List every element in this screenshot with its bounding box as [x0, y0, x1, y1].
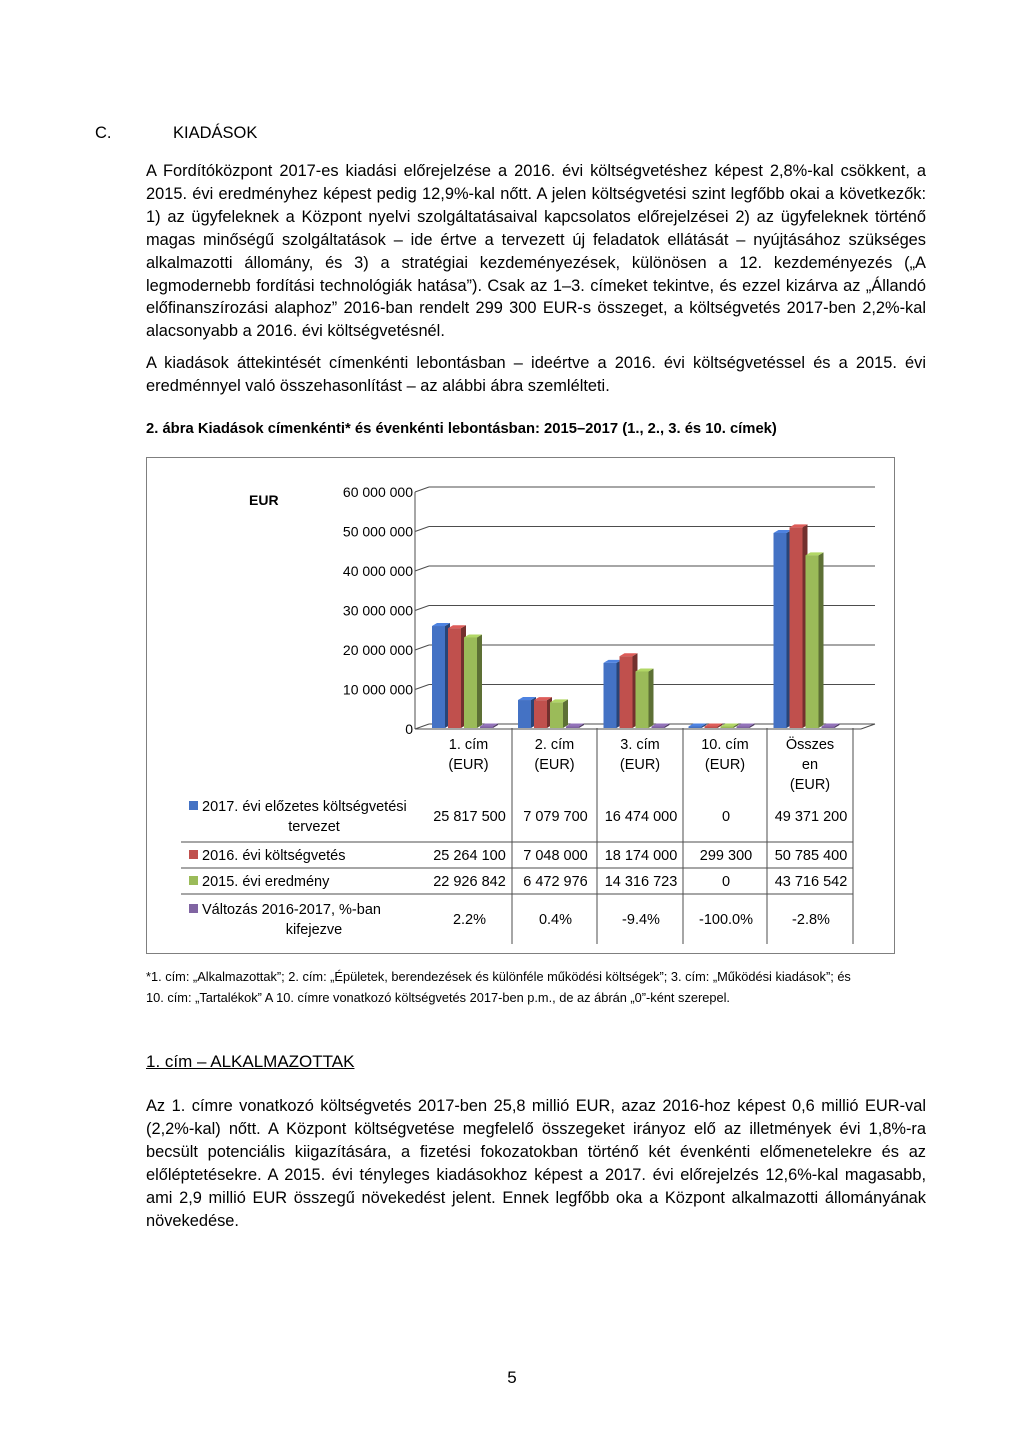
bar — [636, 671, 649, 728]
data-label: -100.0% — [698, 912, 754, 928]
category-label: 10. cím — [701, 737, 749, 753]
bar — [550, 702, 563, 728]
gridline-depth — [415, 685, 429, 690]
bar-side — [649, 668, 654, 728]
paragraph-1: A Fordítóközpont 2017-es kiadási előrejelzése a 2016. évi költségvetéshez képest 2,8%-kal csökkent, a 2015. évi eredményhez képest pedig 12,9%-kal nőtt. A jelen költségvetési szint legfőbb okai a következők: 1) az ügyfeleknek a Központ nyelvi szolgáltatásaival kapcsolatos előrejelzései 2) az ügyfeleknek történő magas minőségű szolgáltatások – ide értve a tervezett új feladatok ellátását – nyújtásához szükséges alkalmazotti állomány, és 3) a stratégiai kezdeményezések, különösen a 12. kezdeményezés („A legmodernebb fordítási technológiák hatása”). Csak az 1–3. címeket tekintve, és ezzel kizárva az „Állandó előfinanszírozási alaphoz” 2016-ban rendelt 299 300 EUR-s összeget, a költségvetés 2017-ben 2,2%-kal alacsonyabb a 2016. évi költségvetésnél. — [146, 162, 926, 341]
category-label: 1. cím — [448, 737, 489, 753]
gridline-depth — [415, 487, 429, 492]
data-label: -2.8% — [792, 912, 830, 928]
y-tick-label: 0 — [405, 721, 413, 737]
data-label: 16 474 000 — [604, 809, 678, 825]
data-label: 18 174 000 — [604, 848, 678, 864]
bar — [518, 700, 531, 728]
data-label: 14 316 723 — [604, 874, 678, 890]
subsection-text — [146, 1095, 926, 1232]
category-label: 3. cím — [620, 737, 660, 753]
page-number: 5 — [507, 1368, 517, 1387]
data-label: -9.4% — [622, 912, 660, 928]
bar — [790, 527, 803, 728]
data-label: 7 048 000 — [523, 848, 588, 864]
data-label: 2.2% — [452, 912, 487, 928]
y-tick-label: 20 000 000 — [342, 642, 413, 658]
legend-label: Változás 2016-2017, %-ban — [202, 902, 381, 918]
bar — [480, 727, 493, 729]
subsection-title: 1. cím – ALKALMAZOTTAK — [146, 1052, 355, 1071]
gridline-depth — [415, 645, 429, 650]
bar — [806, 555, 819, 728]
data-label: 7 079 700 — [523, 809, 588, 825]
section-heading — [95, 124, 257, 143]
floor-edge-right — [861, 724, 875, 729]
bar — [774, 533, 787, 728]
category-label: (EUR) — [534, 757, 575, 773]
legend-label: 2017. évi előzetes költségvetési — [202, 799, 407, 815]
category-label: (EUR) — [448, 757, 489, 773]
data-label: 0.4% — [538, 912, 573, 928]
data-label: 50 785 400 — [774, 848, 848, 864]
legend-label: 2016. évi költségvetés — [202, 848, 346, 864]
bar — [620, 656, 633, 728]
data-label: 49 371 200 — [774, 809, 848, 825]
legend-label: tervezet — [288, 819, 340, 835]
category-label: (EUR) — [619, 757, 661, 773]
category-label: Összes — [785, 737, 835, 753]
bar — [432, 626, 445, 728]
gridline-depth — [415, 527, 429, 532]
data-label: 22 926 842 — [433, 874, 506, 890]
data-label: 299 300 — [699, 848, 753, 864]
section-letter: C. — [95, 124, 112, 142]
gridline-depth — [415, 606, 429, 611]
data-label: 43 716 542 — [774, 874, 848, 890]
legend-swatch — [189, 850, 198, 859]
data-label: 0 — [721, 874, 731, 890]
y-tick-label: 60 000 000 — [342, 484, 413, 500]
bar-side — [819, 552, 824, 728]
data-label: 25 817 500 — [433, 809, 506, 825]
bar — [534, 700, 547, 728]
bar — [822, 727, 835, 729]
legend-swatch — [189, 876, 198, 885]
category-label: (EUR) — [789, 777, 831, 793]
bar — [464, 637, 477, 728]
bar — [737, 727, 750, 729]
bar — [652, 727, 665, 729]
section-title: KIADÁSOK — [173, 124, 258, 142]
bar-side — [563, 699, 568, 728]
legend-swatch — [189, 904, 198, 913]
y-tick-label: 50 000 000 — [342, 523, 413, 540]
footnote-line-2: 10. cím: „Tartalékok” A 10. címre vonatkozó költségvetés 2017-ben p.m., de az ábrán „0”-ként szerepel. — [146, 989, 730, 1005]
y-axis-label: EUR — [249, 492, 279, 508]
y-tick-label: 10 000 000 — [342, 681, 413, 698]
category-label: 2. cím — [534, 737, 575, 753]
gridline-depth — [415, 724, 429, 729]
bar-side — [477, 634, 482, 728]
category-label: en — [801, 757, 819, 773]
data-label: 6 472 976 — [523, 874, 588, 890]
paragraph-2: A kiadások áttekintését címenkénti lebontásban – ideértve a 2016. évi költségvetéssel és a 2015. évi eredménnyel való összehasonlítást – az alábbi ábra szemlélteti. — [146, 354, 926, 396]
bar — [604, 663, 617, 728]
figure-caption: 2. ábra Kiadások címenkénti* és évenkénti lebontásban: 2015–2017 (1., 2., 3. és 10. címek) — [146, 421, 777, 437]
intro-text — [146, 160, 926, 398]
bar — [689, 727, 702, 729]
bar — [721, 727, 734, 729]
chart-svg — [147, 458, 893, 952]
footnote-line-1: *1. cím: „Alkalmazottak”; 2. cím: „Épületek, berendezések és különféle működési költségek”; 3. cím: „Működési kiadások”; és — [146, 969, 851, 984]
y-tick-label: 40 000 000 — [342, 563, 413, 579]
bar — [448, 628, 461, 728]
legend-label: kifejezve — [285, 922, 343, 938]
data-label: 25 264 100 — [433, 848, 506, 864]
legend-swatch — [189, 801, 198, 810]
y-tick-label: 30 000 000 — [342, 602, 413, 619]
data-label: 0 — [721, 809, 731, 825]
footnote — [146, 967, 936, 1008]
legend-label: 2015. évi eredmény — [202, 874, 330, 890]
gridline-depth — [415, 566, 429, 571]
category-label: (EUR) — [704, 757, 746, 773]
bar — [566, 727, 579, 729]
subsection-paragraph: Az 1. címre vonatkozó költségvetés 2017-ben 25,8 millió EUR, azaz 2016-hoz képest 0,6 millió EUR-val (2,2%-kal) nőtt. A Központ költségvetése megfelelő összegeket irányoz elő az illetmények évi 1,8%-ra becsült potenciális kiigazítására, a fizetési fokozatokban történő két évenkénti előmenetelekre és az előléptetésekre. A 2015. évi tényleges kiadásokhoz képest a 2017. évi előrejelzés 12,6%-kal magasabb, ami 2,9 millió EUR összegű növekedést jelent. Ennek legfőbb oka a Központ alkalmazotti állományának növekedése. — [146, 1097, 926, 1230]
bar — [705, 727, 718, 729]
expenditure-chart — [146, 457, 895, 954]
